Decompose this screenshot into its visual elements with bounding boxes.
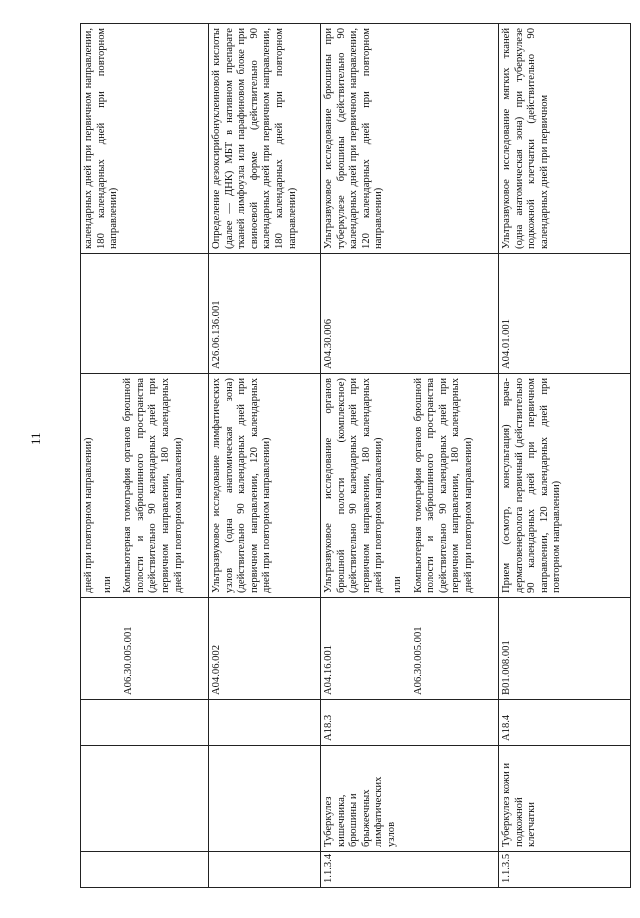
icd-code: [209, 700, 321, 746]
service-code-2: [81, 254, 209, 374]
or-separator: или: [101, 576, 113, 593]
disease-name: Туберкулез кишечника, брюшины и брыжеечных лимфатических узлов: [321, 746, 499, 852]
service-name: Ультразвуковое исследование лимфатических узлов (одна анатомическая зона) (действительно 90 календарных дней при первичном направлении, 120 календарных дней при повторном направлении): [211, 378, 273, 593]
spacer: [102, 602, 115, 695]
service-code: [83, 602, 96, 695]
disease-name: Туберкулез кожи и подкожной клетчатки: [499, 746, 631, 852]
row-number: [81, 852, 209, 888]
service-code-cell: [81, 598, 209, 700]
service-name: Компьютерная томография органов брюшной полости и забрюшинного пространства (действительно 90 календарных дней при первичном направлении, 180 календарных дней при повторном направлении): [412, 378, 474, 593]
service-name: дней при повторном направлении): [83, 437, 94, 593]
service-name: Прием (осмотр, консультация) врача-дерматовенеролога первичный (действительно 90 календарных дней при первичном направлении, 120 календарных дней при повторном направлении): [501, 378, 563, 593]
icd-code: A18.3: [321, 700, 499, 746]
service-name-2: календарных дней при первичном направлении, 180 календарных дней при повторном направлении): [81, 24, 209, 254]
service-code: A06.30.005.001: [413, 626, 424, 695]
row-number: 1.1.3.4: [321, 852, 499, 888]
service-name-cell: [81, 374, 209, 598]
service-name: Компьютерная томография органов брюшной полости и забрюшинного пространства (действительно 90 календарных дней при первичном направлении, 180 календарных дней при повторном направлении): [122, 378, 184, 593]
table-row: [321, 24, 499, 888]
service-name-2: Ультразвуковое исследование мягких тканей (одна анатомическая зона) при туберкулезе подкожной клетчатки (действительно 90 календарных дней при первичном: [499, 24, 631, 254]
row-number: [209, 852, 321, 888]
service-code: A06.30.005.001: [123, 626, 134, 695]
service-name-cell: [499, 374, 631, 598]
service-name-cell: [209, 374, 321, 598]
service-code-2: A04.30.006: [321, 254, 499, 374]
service-name-cell: [321, 374, 499, 598]
spacer: [392, 602, 405, 695]
service-name: Ультразвуковое исследование органов брюшной полости (комплексное) (действительно 90 календарных дней при первичном направлении, 180 календарных дней при повторном направлении): [323, 378, 385, 593]
page-number: 11: [28, 432, 43, 445]
service-name-2: Ультразвуковое исследование брюшины при туберкулезе брюшины (действительно 90 календарных дней при первичном направлении, 120 календарных дней при повторном направлении): [321, 24, 499, 254]
service-name-2: Определение дезоксирибонуклеиновой кислоты (далее — ДНК) МБТ в нативном препарате тканей лимфоузла или парафиновом блоке при свиноевой форме (действительно 90 календарных дней при первичном направлении, 180 календарных дней при повторном направлении): [209, 24, 321, 254]
row-number: 1.1.3.5: [499, 852, 631, 888]
service-code-2: A26.06.136.001: [209, 254, 321, 374]
service-code-2: A04.01.001: [499, 254, 631, 374]
icd-code: [81, 700, 209, 746]
service-code-cell: [499, 598, 631, 700]
table-row: [499, 24, 631, 888]
service-code: B01.008.001: [501, 640, 512, 695]
table-row: [209, 24, 321, 888]
service-code: A04.06.002: [211, 644, 222, 695]
rotated-page: [80, 24, 630, 888]
or-separator: или: [391, 576, 403, 593]
service-code-cell: [209, 598, 321, 700]
service-code: A04.16.001: [323, 644, 334, 695]
service-code-cell: [321, 598, 499, 700]
table-row: [81, 24, 209, 888]
services-table: [80, 23, 631, 888]
disease-name: [81, 746, 209, 852]
disease-name: [209, 746, 321, 852]
icd-code: A18.4: [499, 700, 631, 746]
